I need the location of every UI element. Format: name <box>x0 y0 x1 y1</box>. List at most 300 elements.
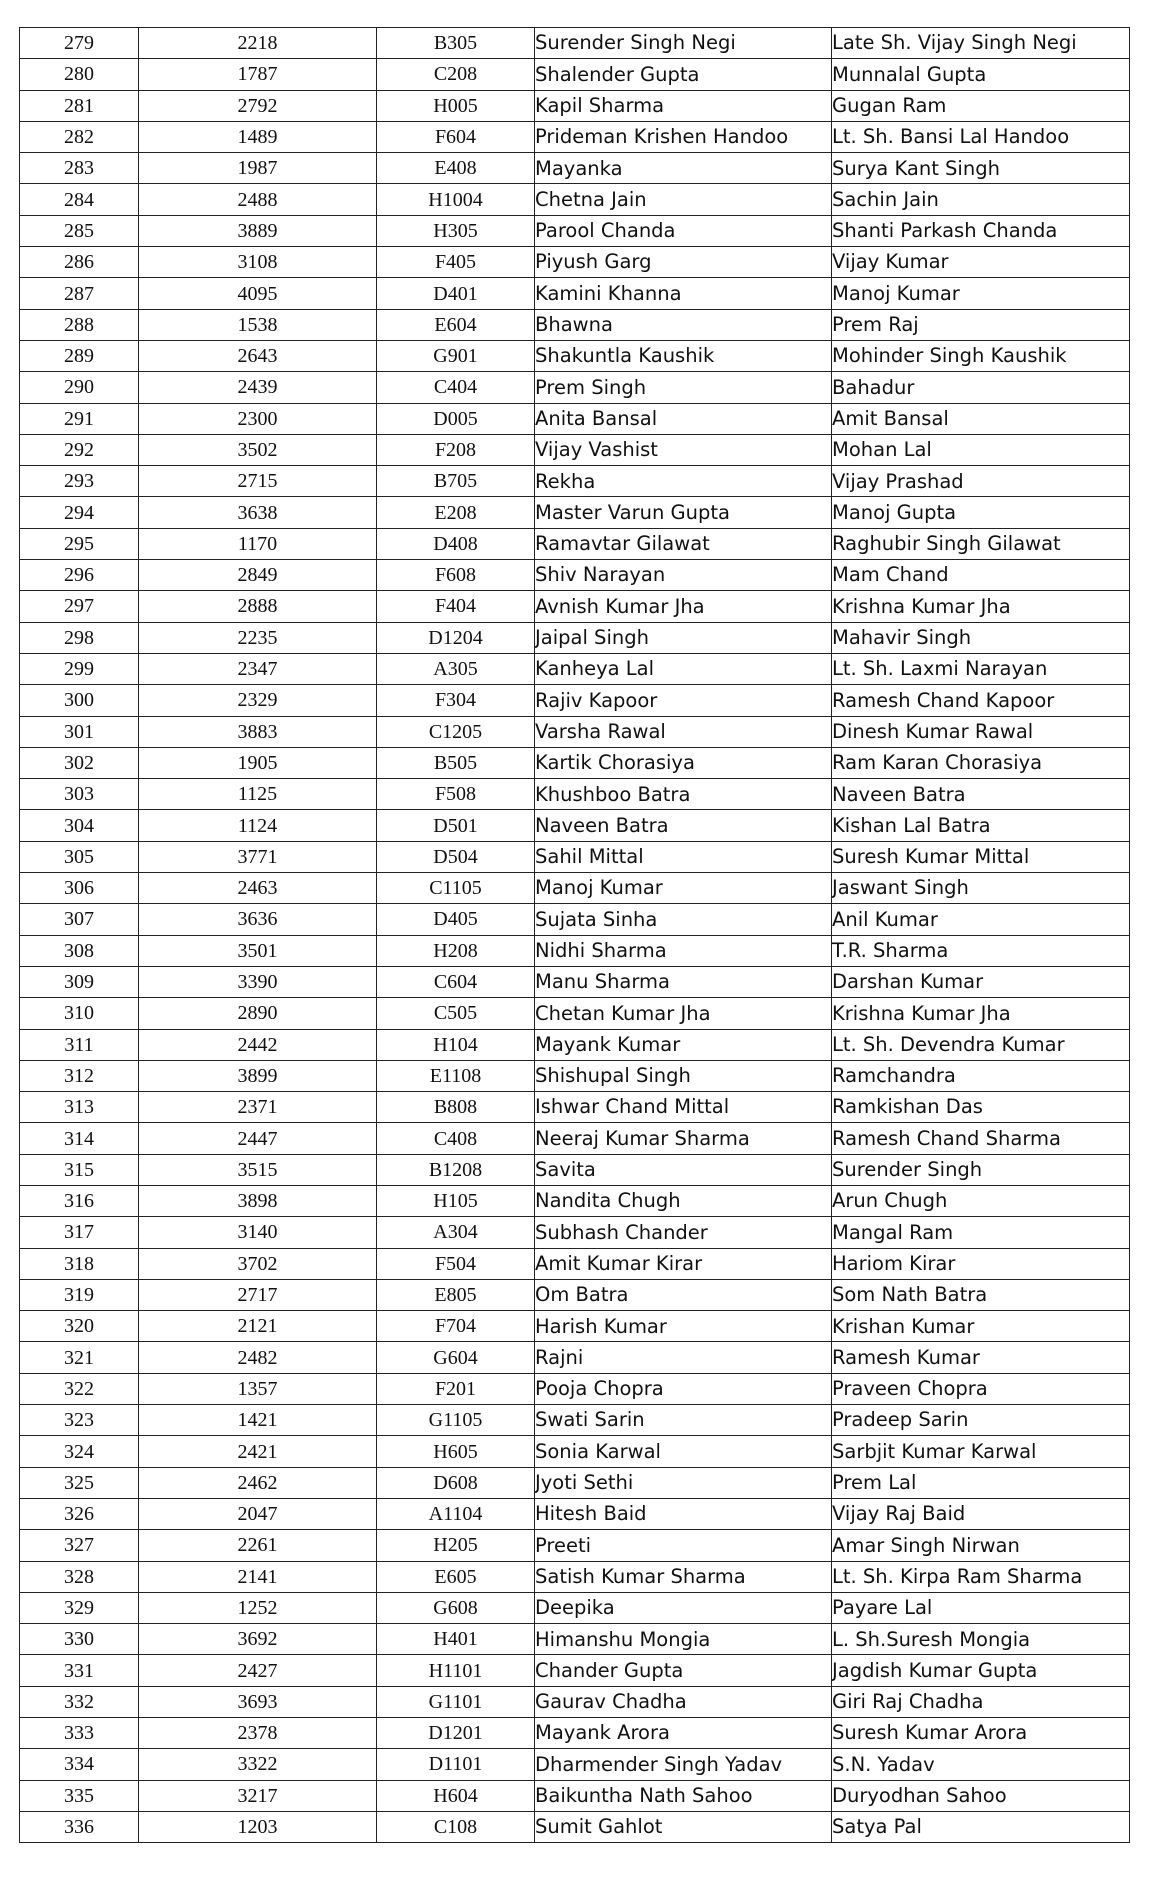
member-id-cell: 1905 <box>139 747 377 778</box>
flat-number-cell: C408 <box>377 1123 535 1154</box>
flat-number-cell: C1205 <box>377 716 535 747</box>
father-name-cell: Satya Pal <box>832 1811 1130 1842</box>
flat-number-cell: G901 <box>377 340 535 371</box>
serial-number-cell: 298 <box>20 622 139 653</box>
member-id-cell: 1124 <box>139 810 377 841</box>
serial-number-cell: 309 <box>20 966 139 997</box>
father-name-cell: Vijay Prashad <box>832 466 1130 497</box>
member-name-cell: Om Batra <box>535 1279 832 1310</box>
flat-number-cell: H305 <box>377 215 535 246</box>
serial-number-cell: 312 <box>20 1060 139 1091</box>
member-id-cell: 1489 <box>139 121 377 152</box>
table-row <box>20 1467 1130 1498</box>
member-name-cell: Manu Sharma <box>535 966 832 997</box>
member-id-cell: 1538 <box>139 309 377 340</box>
father-name-cell: Sachin Jain <box>832 184 1130 215</box>
member-name-cell: Ramavtar Gilawat <box>535 528 832 559</box>
flat-number-cell: H1101 <box>377 1655 535 1686</box>
member-name-cell: Chetan Kumar Jha <box>535 998 832 1029</box>
member-name-cell: Rekha <box>535 466 832 497</box>
member-name-cell: Shishupal Singh <box>535 1060 832 1091</box>
table-row <box>20 747 1130 778</box>
serial-number-cell: 315 <box>20 1154 139 1185</box>
table-row <box>20 215 1130 246</box>
father-name-cell: Mahavir Singh <box>832 622 1130 653</box>
table-row <box>20 685 1130 716</box>
member-name-cell: Hitesh Baid <box>535 1498 832 1529</box>
member-name-cell: Neeraj Kumar Sharma <box>535 1123 832 1154</box>
table-row <box>20 966 1130 997</box>
father-name-cell: Prem Raj <box>832 309 1130 340</box>
member-id-cell: 2378 <box>139 1718 377 1749</box>
flat-number-cell: C404 <box>377 372 535 403</box>
father-name-cell: Hariom Kirar <box>832 1248 1130 1279</box>
member-name-cell: Subhash Chander <box>535 1217 832 1248</box>
flat-number-cell: A304 <box>377 1217 535 1248</box>
table-row <box>20 278 1130 309</box>
member-id-cell: 3140 <box>139 1217 377 1248</box>
member-id-cell: 1203 <box>139 1811 377 1842</box>
member-id-cell: 3771 <box>139 841 377 872</box>
serial-number-cell: 322 <box>20 1373 139 1404</box>
father-name-cell: Ram Karan Chorasiya <box>832 747 1130 778</box>
member-name-cell: Sujata Sinha <box>535 904 832 935</box>
member-id-cell: 2482 <box>139 1342 377 1373</box>
table-row <box>20 716 1130 747</box>
father-name-cell: Gugan Ram <box>832 90 1130 121</box>
member-name-cell: Preeti <box>535 1530 832 1561</box>
flat-number-cell: H104 <box>377 1029 535 1060</box>
flat-number-cell: H605 <box>377 1436 535 1467</box>
flat-number-cell: F504 <box>377 1248 535 1279</box>
table-row <box>20 1060 1130 1091</box>
flat-number-cell: H105 <box>377 1185 535 1216</box>
member-id-cell: 3108 <box>139 247 377 278</box>
member-id-cell: 2218 <box>139 28 377 59</box>
serial-number-cell: 332 <box>20 1686 139 1717</box>
father-name-cell: Suresh Kumar Mittal <box>832 841 1130 872</box>
father-name-cell: Mangal Ram <box>832 1217 1130 1248</box>
table-row <box>20 622 1130 653</box>
member-id-cell: 3501 <box>139 935 377 966</box>
father-name-cell: Ramesh Chand Kapoor <box>832 685 1130 716</box>
member-name-cell: Parool Chanda <box>535 215 832 246</box>
table-row <box>20 1686 1130 1717</box>
table-row <box>20 998 1130 1029</box>
flat-number-cell: C208 <box>377 59 535 90</box>
member-name-cell: Rajni <box>535 1342 832 1373</box>
serial-number-cell: 289 <box>20 340 139 371</box>
table-row <box>20 1311 1130 1342</box>
member-id-cell: 1252 <box>139 1592 377 1623</box>
member-name-cell: Khushboo Batra <box>535 779 832 810</box>
member-name-cell: Sahil Mittal <box>535 841 832 872</box>
member-name-cell: Deepika <box>535 1592 832 1623</box>
father-name-cell: Lt. Sh. Devendra Kumar <box>832 1029 1130 1060</box>
serial-number-cell: 313 <box>20 1092 139 1123</box>
member-id-cell: 3692 <box>139 1624 377 1655</box>
member-name-cell: Baikuntha Nath Sahoo <box>535 1780 832 1811</box>
table-row <box>20 779 1130 810</box>
member-id-cell: 2439 <box>139 372 377 403</box>
member-id-cell: 3390 <box>139 966 377 997</box>
flat-number-cell: F704 <box>377 1311 535 1342</box>
flat-number-cell: E408 <box>377 153 535 184</box>
table-row <box>20 1718 1130 1749</box>
table-row <box>20 1655 1130 1686</box>
flat-number-cell: E604 <box>377 309 535 340</box>
flat-number-cell: H401 <box>377 1624 535 1655</box>
member-id-cell: 1357 <box>139 1373 377 1404</box>
flat-number-cell: E605 <box>377 1561 535 1592</box>
member-name-cell: Nandita Chugh <box>535 1185 832 1216</box>
father-name-cell: Duryodhan Sahoo <box>832 1780 1130 1811</box>
flat-number-cell: D1201 <box>377 1718 535 1749</box>
father-name-cell: Surender Singh <box>832 1154 1130 1185</box>
serial-number-cell: 307 <box>20 904 139 935</box>
serial-number-cell: 321 <box>20 1342 139 1373</box>
member-id-cell: 2300 <box>139 403 377 434</box>
flat-number-cell: F508 <box>377 779 535 810</box>
member-name-cell: Amit Kumar Kirar <box>535 1248 832 1279</box>
member-name-cell: Ishwar Chand Mittal <box>535 1092 832 1123</box>
table-row <box>20 810 1130 841</box>
member-table <box>19 27 1130 1843</box>
serial-number-cell: 328 <box>20 1561 139 1592</box>
member-id-cell: 3889 <box>139 215 377 246</box>
flat-number-cell: B1208 <box>377 1154 535 1185</box>
serial-number-cell: 286 <box>20 247 139 278</box>
serial-number-cell: 294 <box>20 497 139 528</box>
table-row <box>20 1749 1130 1780</box>
flat-number-cell: F608 <box>377 560 535 591</box>
table-body <box>20 28 1130 1843</box>
member-name-cell: Savita <box>535 1154 832 1185</box>
member-name-cell: Chetna Jain <box>535 184 832 215</box>
serial-number-cell: 319 <box>20 1279 139 1310</box>
flat-number-cell: D1101 <box>377 1749 535 1780</box>
table-row <box>20 372 1130 403</box>
serial-number-cell: 279 <box>20 28 139 59</box>
father-name-cell: Manoj Gupta <box>832 497 1130 528</box>
flat-number-cell: H208 <box>377 935 535 966</box>
member-id-cell: 2463 <box>139 873 377 904</box>
flat-number-cell: F405 <box>377 247 535 278</box>
father-name-cell: Ramkishan Das <box>832 1092 1130 1123</box>
father-name-cell: Lt. Sh. Laxmi Narayan <box>832 653 1130 684</box>
table-row <box>20 1811 1130 1842</box>
member-id-cell: 2141 <box>139 1561 377 1592</box>
father-name-cell: Kishan Lal Batra <box>832 810 1130 841</box>
serial-number-cell: 303 <box>20 779 139 810</box>
table-row <box>20 841 1130 872</box>
serial-number-cell: 293 <box>20 466 139 497</box>
member-id-cell: 1170 <box>139 528 377 559</box>
member-name-cell: Anita Bansal <box>535 403 832 434</box>
member-id-cell: 3638 <box>139 497 377 528</box>
serial-number-cell: 329 <box>20 1592 139 1623</box>
father-name-cell: Sarbjit Kumar Karwal <box>832 1436 1130 1467</box>
table-row <box>20 309 1130 340</box>
serial-number-cell: 287 <box>20 278 139 309</box>
father-name-cell: Amar Singh Nirwan <box>832 1530 1130 1561</box>
member-name-cell: Satish Kumar Sharma <box>535 1561 832 1592</box>
father-name-cell: Vijay Raj Baid <box>832 1498 1130 1529</box>
father-name-cell: Prem Lal <box>832 1467 1130 1498</box>
member-name-cell: Kanheya Lal <box>535 653 832 684</box>
serial-number-cell: 297 <box>20 591 139 622</box>
table-row <box>20 1123 1130 1154</box>
flat-number-cell: D005 <box>377 403 535 434</box>
serial-number-cell: 295 <box>20 528 139 559</box>
member-id-cell: 2488 <box>139 184 377 215</box>
table-row <box>20 1373 1130 1404</box>
flat-number-cell: G1101 <box>377 1686 535 1717</box>
table-row <box>20 1436 1130 1467</box>
member-id-cell: 1787 <box>139 59 377 90</box>
table-row <box>20 403 1130 434</box>
flat-number-cell: B705 <box>377 466 535 497</box>
table-row <box>20 1405 1130 1436</box>
father-name-cell: Dinesh Kumar Rawal <box>832 716 1130 747</box>
serial-number-cell: 292 <box>20 434 139 465</box>
flat-number-cell: D608 <box>377 1467 535 1498</box>
table-row <box>20 904 1130 935</box>
father-name-cell: Mam Chand <box>832 560 1130 591</box>
member-name-cell: Kamini Khanna <box>535 278 832 309</box>
father-name-cell: Amit Bansal <box>832 403 1130 434</box>
serial-number-cell: 284 <box>20 184 139 215</box>
father-name-cell: Surya Kant Singh <box>832 153 1130 184</box>
flat-number-cell: F404 <box>377 591 535 622</box>
member-id-cell: 2715 <box>139 466 377 497</box>
table-row <box>20 1248 1130 1279</box>
table-row <box>20 528 1130 559</box>
serial-number-cell: 334 <box>20 1749 139 1780</box>
father-name-cell: Anil Kumar <box>832 904 1130 935</box>
flat-number-cell: E805 <box>377 1279 535 1310</box>
father-name-cell: Jaswant Singh <box>832 873 1130 904</box>
father-name-cell: Lt. Sh. Bansi Lal Handoo <box>832 121 1130 152</box>
flat-number-cell: D501 <box>377 810 535 841</box>
table-row <box>20 247 1130 278</box>
table-row <box>20 1592 1130 1623</box>
father-name-cell: Vijay Kumar <box>832 247 1130 278</box>
member-name-cell: Manoj Kumar <box>535 873 832 904</box>
father-name-cell: Ramesh Kumar <box>832 1342 1130 1373</box>
father-name-cell: Giri Raj Chadha <box>832 1686 1130 1717</box>
member-name-cell: Prem Singh <box>535 372 832 403</box>
flat-number-cell: H604 <box>377 1780 535 1811</box>
serial-number-cell: 310 <box>20 998 139 1029</box>
father-name-cell: Arun Chugh <box>832 1185 1130 1216</box>
table-row <box>20 653 1130 684</box>
flat-number-cell: D401 <box>377 278 535 309</box>
member-name-cell: Kapil Sharma <box>535 90 832 121</box>
member-name-cell: Sumit Gahlot <box>535 1811 832 1842</box>
flat-number-cell: F304 <box>377 685 535 716</box>
serial-number-cell: 336 <box>20 1811 139 1842</box>
table-row <box>20 59 1130 90</box>
flat-number-cell: D504 <box>377 841 535 872</box>
serial-number-cell: 330 <box>20 1624 139 1655</box>
father-name-cell: Suresh Kumar Arora <box>832 1718 1130 1749</box>
father-name-cell: Krishna Kumar Jha <box>832 591 1130 622</box>
serial-number-cell: 285 <box>20 215 139 246</box>
table-row <box>20 1154 1130 1185</box>
table-row <box>20 591 1130 622</box>
member-name-cell: Prideman Krishen Handoo <box>535 121 832 152</box>
member-id-cell: 4095 <box>139 278 377 309</box>
table-row <box>20 935 1130 966</box>
serial-number-cell: 304 <box>20 810 139 841</box>
table-row <box>20 1498 1130 1529</box>
table-row <box>20 121 1130 152</box>
serial-number-cell: 280 <box>20 59 139 90</box>
member-name-cell: Nidhi Sharma <box>535 935 832 966</box>
member-name-cell: Mayank Arora <box>535 1718 832 1749</box>
table-row <box>20 1029 1130 1060</box>
member-id-cell: 2462 <box>139 1467 377 1498</box>
flat-number-cell: C604 <box>377 966 535 997</box>
serial-number-cell: 288 <box>20 309 139 340</box>
father-name-cell: Late Sh. Vijay Singh Negi <box>832 28 1130 59</box>
table-row <box>20 1092 1130 1123</box>
member-name-cell: Mayanka <box>535 153 832 184</box>
member-name-cell: Mayank Kumar <box>535 1029 832 1060</box>
father-name-cell: Manoj Kumar <box>832 278 1130 309</box>
flat-number-cell: H1004 <box>377 184 535 215</box>
father-name-cell: Shanti Parkash Chanda <box>832 215 1130 246</box>
flat-number-cell: C1105 <box>377 873 535 904</box>
serial-number-cell: 335 <box>20 1780 139 1811</box>
member-id-cell: 2442 <box>139 1029 377 1060</box>
member-name-cell: Shakuntla Kaushik <box>535 340 832 371</box>
flat-number-cell: F201 <box>377 1373 535 1404</box>
member-id-cell: 3898 <box>139 1185 377 1216</box>
serial-number-cell: 302 <box>20 747 139 778</box>
member-name-cell: Varsha Rawal <box>535 716 832 747</box>
father-name-cell: Krishan Kumar <box>832 1311 1130 1342</box>
table-row <box>20 1217 1130 1248</box>
serial-number-cell: 290 <box>20 372 139 403</box>
member-id-cell: 3883 <box>139 716 377 747</box>
member-id-cell: 2371 <box>139 1092 377 1123</box>
serial-number-cell: 300 <box>20 685 139 716</box>
table-row <box>20 873 1130 904</box>
table-row <box>20 1279 1130 1310</box>
table-row <box>20 1342 1130 1373</box>
member-name-cell: Pooja Chopra <box>535 1373 832 1404</box>
table-row <box>20 1780 1130 1811</box>
member-id-cell: 3502 <box>139 434 377 465</box>
member-id-cell: 2047 <box>139 1498 377 1529</box>
serial-number-cell: 311 <box>20 1029 139 1060</box>
member-name-cell: Piyush Garg <box>535 247 832 278</box>
flat-number-cell: E1108 <box>377 1060 535 1091</box>
father-name-cell: S.N. Yadav <box>832 1749 1130 1780</box>
flat-number-cell: H005 <box>377 90 535 121</box>
serial-number-cell: 318 <box>20 1248 139 1279</box>
table-row <box>20 90 1130 121</box>
member-id-cell: 3702 <box>139 1248 377 1279</box>
flat-number-cell: D408 <box>377 528 535 559</box>
flat-number-cell: D1204 <box>377 622 535 653</box>
flat-number-cell: B808 <box>377 1092 535 1123</box>
father-name-cell: Raghubir Singh Gilawat <box>832 528 1130 559</box>
flat-number-cell: E208 <box>377 497 535 528</box>
member-name-cell: Shalender Gupta <box>535 59 832 90</box>
serial-number-cell: 331 <box>20 1655 139 1686</box>
member-id-cell: 2849 <box>139 560 377 591</box>
flat-number-cell: G604 <box>377 1342 535 1373</box>
father-name-cell: L. Sh.Suresh Mongia <box>832 1624 1130 1655</box>
father-name-cell: Som Nath Batra <box>832 1279 1130 1310</box>
table-row <box>20 497 1130 528</box>
flat-number-cell: H205 <box>377 1530 535 1561</box>
table-row <box>20 184 1130 215</box>
serial-number-cell: 283 <box>20 153 139 184</box>
flat-number-cell: B505 <box>377 747 535 778</box>
member-name-cell: Bhawna <box>535 309 832 340</box>
member-id-cell: 2717 <box>139 1279 377 1310</box>
member-name-cell: Swati Sarin <box>535 1405 832 1436</box>
serial-number-cell: 281 <box>20 90 139 121</box>
table-row <box>20 340 1130 371</box>
member-name-cell: Harish Kumar <box>535 1311 832 1342</box>
serial-number-cell: 301 <box>20 716 139 747</box>
member-id-cell: 1421 <box>139 1405 377 1436</box>
member-id-cell: 3899 <box>139 1060 377 1091</box>
serial-number-cell: 316 <box>20 1185 139 1216</box>
father-name-cell: Mohinder Singh Kaushik <box>832 340 1130 371</box>
table-row <box>20 153 1130 184</box>
serial-number-cell: 282 <box>20 121 139 152</box>
father-name-cell: Praveen Chopra <box>832 1373 1130 1404</box>
serial-number-cell: 325 <box>20 1467 139 1498</box>
member-name-cell: Vijay Vashist <box>535 434 832 465</box>
member-name-cell: Chander Gupta <box>535 1655 832 1686</box>
flat-number-cell: C108 <box>377 1811 535 1842</box>
member-id-cell: 2421 <box>139 1436 377 1467</box>
father-name-cell: Lt. Sh. Kirpa Ram Sharma <box>832 1561 1130 1592</box>
flat-number-cell: F604 <box>377 121 535 152</box>
father-name-cell: Jagdish Kumar Gupta <box>832 1655 1130 1686</box>
serial-number-cell: 308 <box>20 935 139 966</box>
member-id-cell: 3217 <box>139 1780 377 1811</box>
member-name-cell: Dharmender Singh Yadav <box>535 1749 832 1780</box>
serial-number-cell: 305 <box>20 841 139 872</box>
member-name-cell: Avnish Kumar Jha <box>535 591 832 622</box>
member-id-cell: 2890 <box>139 998 377 1029</box>
flat-number-cell: G608 <box>377 1592 535 1623</box>
member-id-cell: 3322 <box>139 1749 377 1780</box>
serial-number-cell: 324 <box>20 1436 139 1467</box>
flat-number-cell: A305 <box>377 653 535 684</box>
member-name-cell: Himanshu Mongia <box>535 1624 832 1655</box>
serial-number-cell: 333 <box>20 1718 139 1749</box>
serial-number-cell: 291 <box>20 403 139 434</box>
member-name-cell: Surender Singh Negi <box>535 28 832 59</box>
flat-number-cell: F208 <box>377 434 535 465</box>
member-name-cell: Rajiv Kapoor <box>535 685 832 716</box>
father-name-cell: T.R. Sharma <box>832 935 1130 966</box>
serial-number-cell: 306 <box>20 873 139 904</box>
member-id-cell: 3515 <box>139 1154 377 1185</box>
member-id-cell: 1125 <box>139 779 377 810</box>
father-name-cell: Payare Lal <box>832 1592 1130 1623</box>
member-id-cell: 2235 <box>139 622 377 653</box>
